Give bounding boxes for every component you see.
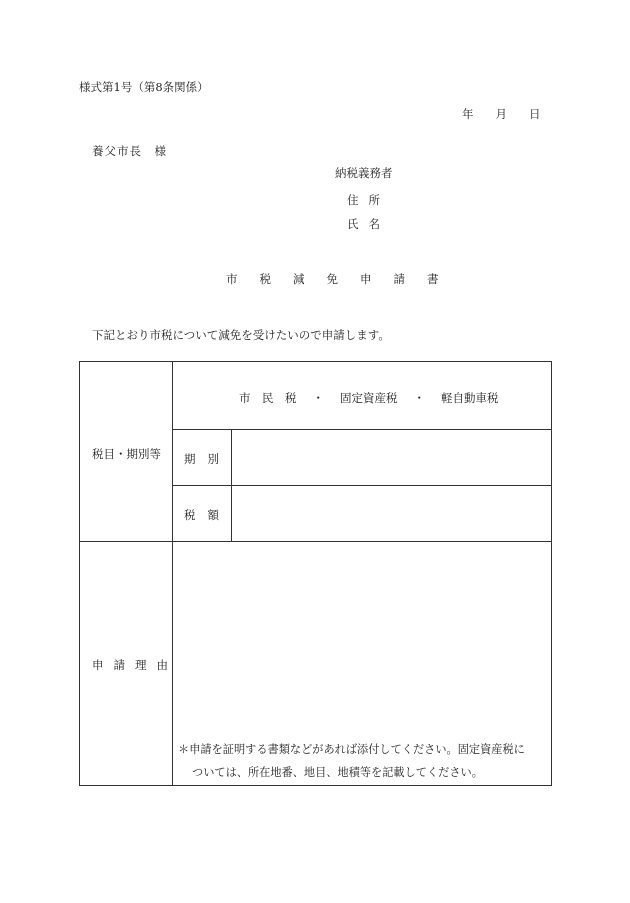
form-number: 様式第1号（第8条関係） [79, 80, 209, 94]
tax-amount-label: 税額 [184, 508, 231, 522]
tax-type-property: 固定資産税 [340, 391, 398, 405]
date-day: 日 [529, 107, 541, 121]
tax-type-options [239, 390, 499, 406]
taxpayer-label: 納税義務者 [335, 166, 393, 180]
tax-items-label: 税目・期別等 [92, 447, 161, 461]
table-column-divider [172, 362, 173, 785]
period-label: 期別 [184, 452, 231, 466]
tax-type-separator: ・ [312, 391, 324, 405]
table-row-divider-2 [172, 485, 552, 486]
note-line-1: ＊申請を証明する書類などがあれば添付してください。固定資産税に [178, 743, 525, 756]
application-reason-label: 申請理由 [92, 658, 178, 672]
tax-type-municipal: 市 民 税 [239, 391, 297, 405]
address-label: 住所 [347, 193, 390, 207]
name-label: 氏名 [347, 217, 390, 231]
date-month: 月 [495, 107, 507, 121]
date-line [462, 106, 541, 122]
intro-text: 下記とおり市税について減免を受けたいので申請します。 [92, 328, 390, 342]
tax-type-separator: ・ [413, 391, 425, 405]
addressee: 養父市長 様 [92, 144, 167, 158]
document-title: 市税減免申請書 [226, 272, 461, 286]
tax-type-light-vehicle: 軽自動車税 [441, 391, 499, 405]
date-year: 年 [462, 107, 474, 121]
table-row-divider-1 [172, 429, 552, 430]
application-table [79, 361, 552, 786]
note-line-2: ついては、所在地番、地目、地積等を記載してください。 [192, 766, 483, 779]
table-row-divider-3 [80, 541, 551, 542]
